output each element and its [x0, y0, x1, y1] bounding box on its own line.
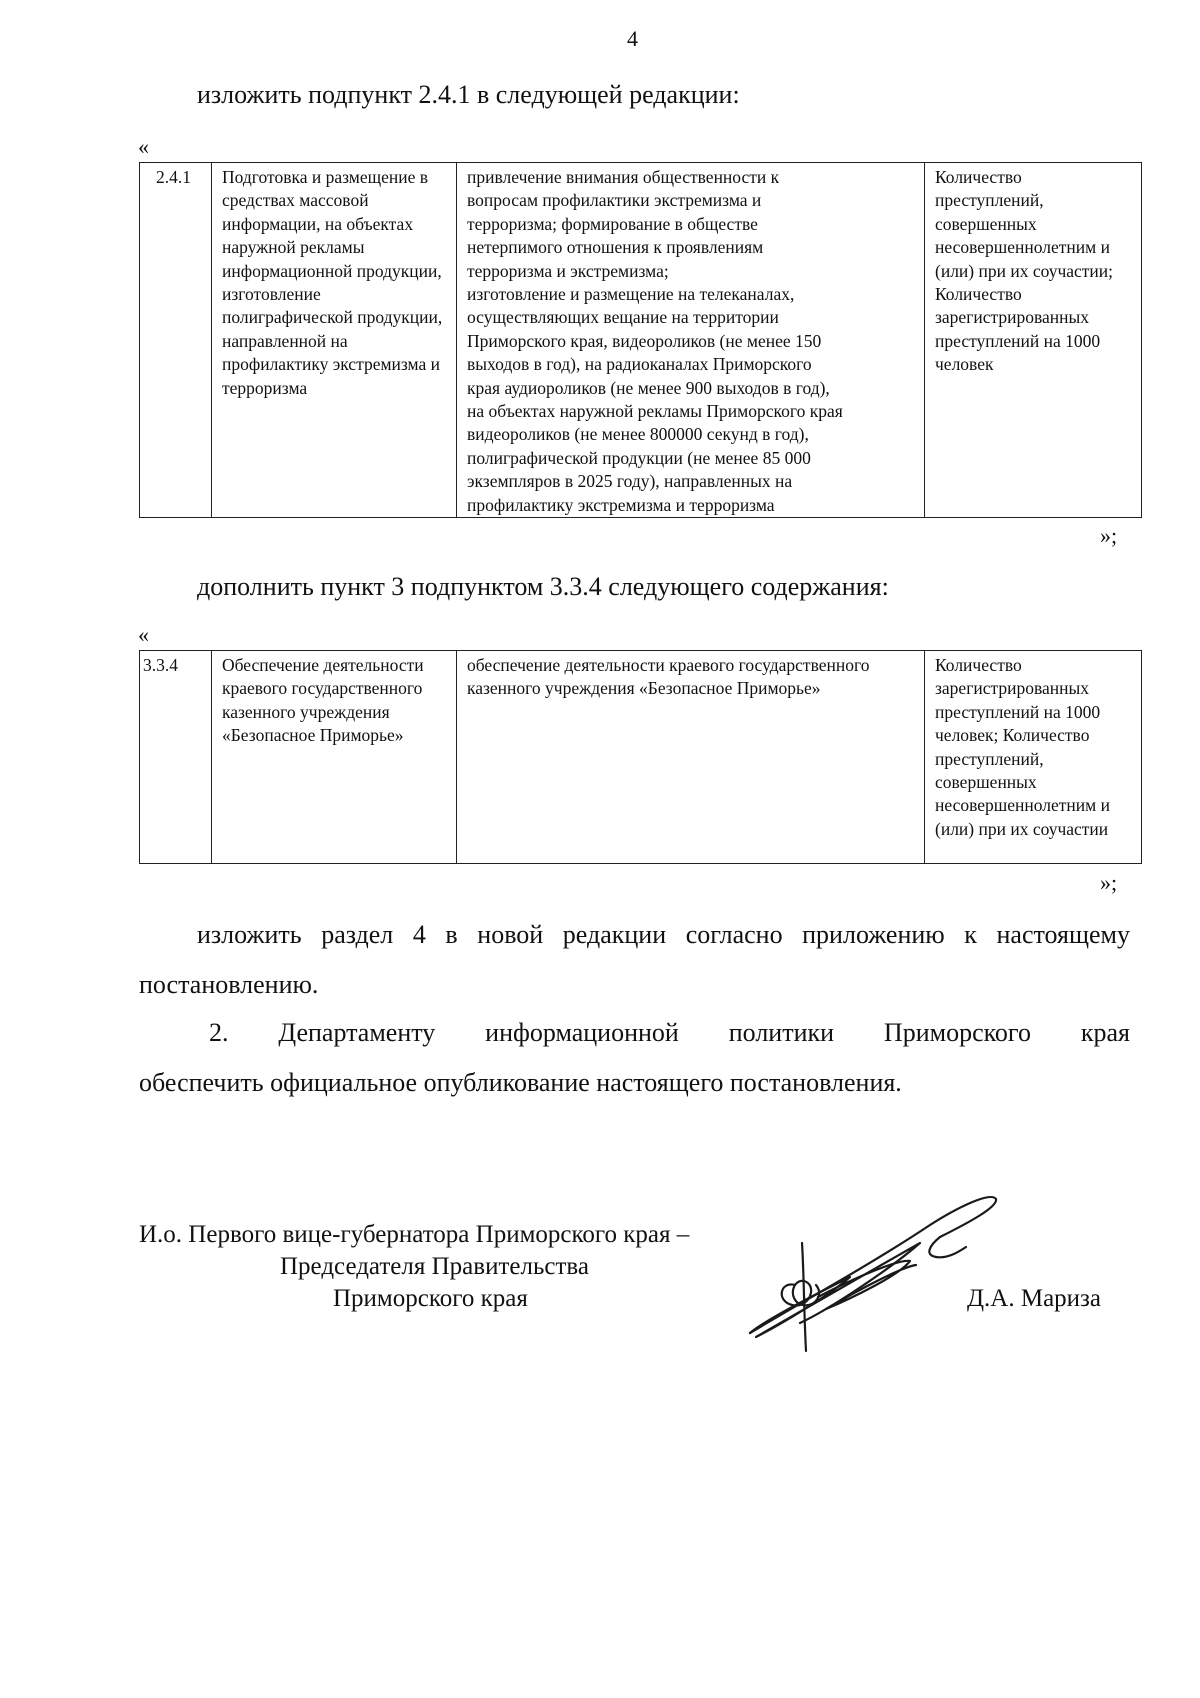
signatory-title-line3: Приморского края — [333, 1285, 528, 1312]
result-line: терроризма; формирование в обществе — [467, 213, 758, 234]
result-line: терроризма и экстремизма; — [467, 260, 669, 281]
close-quote: »; — [1100, 870, 1118, 895]
result-line: экземпляров в 2025 году), направленных на — [467, 471, 793, 492]
result-line: профилактику экстремизма и терроризма — [467, 494, 775, 515]
amendment-intro-3-3-4: дополнить пункт 3 подпунктом 3.3.4 следующего содержания: — [197, 572, 889, 601]
item-indicators: Количество преступлений, совершенных несовершеннолетним и (или) при их соучастии; Количество зарегистрированных преступлений на 1000 человек — [925, 163, 1142, 518]
result-line: Приморского края, видеороликов (не менее 150 — [467, 330, 822, 351]
close-quote: »; — [1100, 523, 1118, 548]
signatory-name: Д.А. Мариза — [967, 1285, 1102, 1312]
section4-line1: изложить раздел 4 в новой редакции согласно приложению к настоящему — [197, 920, 1130, 949]
item-result — [457, 163, 925, 518]
result-line: края аудиороликов (не менее 900 выходов в год), — [467, 377, 830, 398]
section4-line2: постановлению. — [139, 970, 319, 999]
item-indicators: Количество зарегистрированных преступлений на 1000 человек; Количество преступлений, совершенных несовершеннолетним и (или) при их соучастии — [925, 651, 1142, 864]
signatory-title-line2: Председателя Правительства — [280, 1253, 589, 1280]
table-row — [140, 651, 1142, 864]
page-number: 4 — [627, 26, 638, 51]
item-number: 3.3.4 — [140, 651, 212, 864]
publication-line2: обеспечить официальное опубликование настоящего постановления. — [139, 1068, 902, 1097]
result-line: выходов в год), на радиоканалах Приморского — [467, 354, 812, 375]
result-line: на объектах наружной рекламы Приморского края — [467, 401, 843, 422]
result-line: осуществляющих вещание на территории — [467, 307, 779, 328]
result-line: нетерпимого отношения к проявлениям — [467, 237, 764, 258]
open-quote: « — [138, 622, 149, 647]
result-line: вопросам профилактики экстремизма и — [467, 190, 762, 211]
signatory-title-line1: И.о. Первого вице-губернатора Приморского края – — [139, 1221, 690, 1248]
item-number: 2.4.1 — [140, 163, 212, 518]
result-line: привлечение внимания общественности к — [467, 167, 780, 187]
handwritten-signature — [740, 1185, 1010, 1355]
amendment-table-2-4-1 — [139, 162, 1142, 518]
result-line: видеороликов (не менее 800000 секунд в год), — [467, 424, 809, 445]
result-line: полиграфической продукции (не менее 85 000 — [467, 447, 811, 468]
open-quote: « — [138, 134, 149, 159]
item-result: обеспечение деятельности краевого государственного казенного учреждения «Безопасное Приморье» — [457, 651, 925, 864]
publication-line1: 2. Департаменту информационной политики Приморского края — [209, 1018, 1130, 1047]
table-row — [140, 163, 1142, 518]
result-line: изготовление и размещение на телеканалах, — [467, 284, 795, 305]
amendment-intro-2-4-1: изложить подпункт 2.4.1 в следующей редакции: — [197, 80, 740, 109]
item-name: Подготовка и размещение в средствах массовой информации, на объектах наружной рекламы информационной продукции, изготовление полиграфической продукции, направленной на профилактику экстремизма и терроризма — [212, 163, 457, 518]
item-name: Обеспечение деятельности краевого государственного казенного учреждения «Безопасное Приморье» — [212, 651, 457, 864]
amendment-table-3-3-4 — [139, 650, 1142, 864]
